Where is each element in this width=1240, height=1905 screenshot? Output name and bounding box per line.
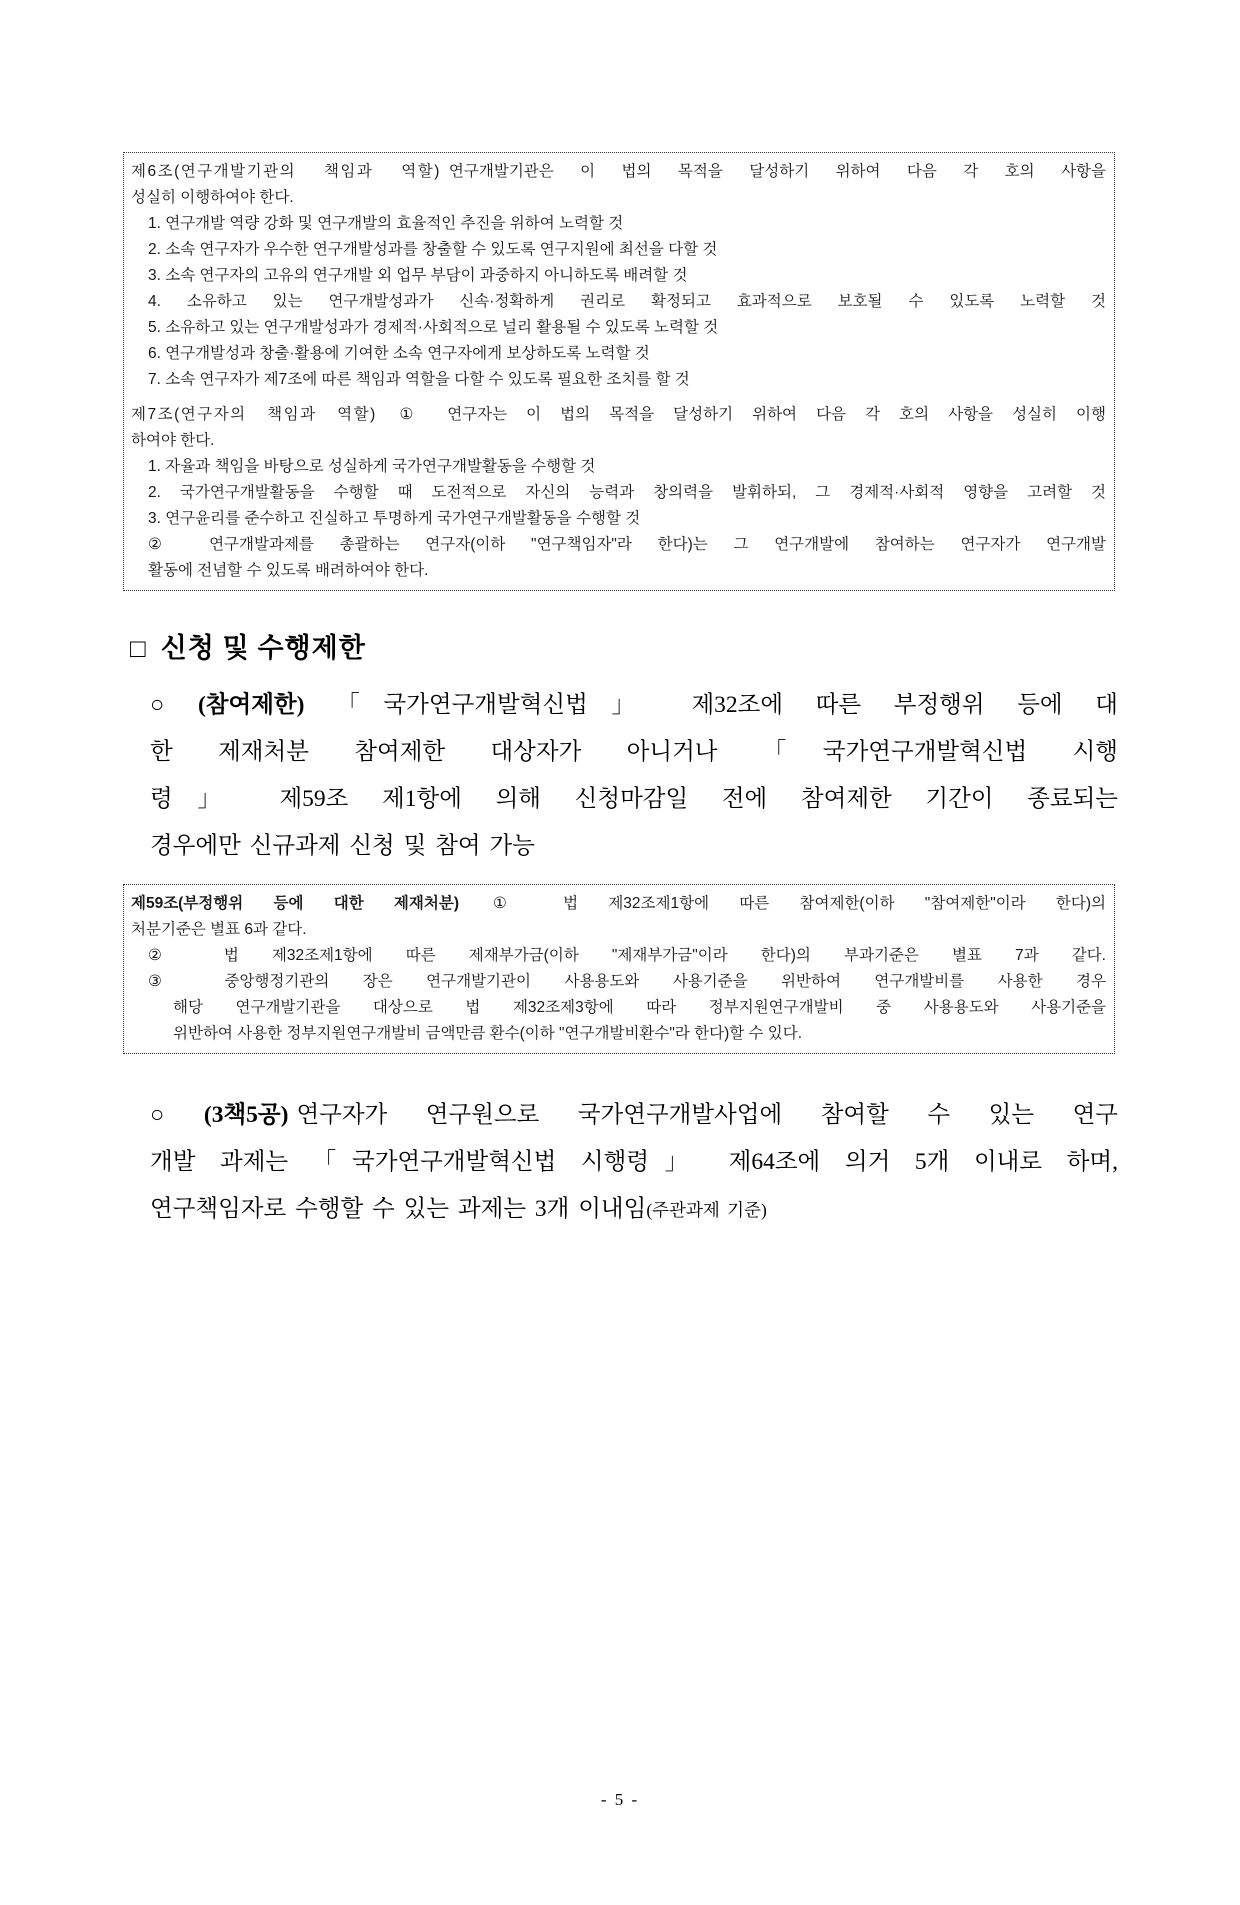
article-7-para-2-line-2: 활동에 전념할 수 있도록 배려하여야 한다. (148, 562, 429, 579)
article-7-intro-line-2: 하여야 한다. (131, 432, 215, 449)
article-59-line-2: 처분기준은 별표 6과 같다. (131, 921, 307, 938)
article-7-intro-line-1 (131, 402, 1106, 428)
bullet-participation-restriction (150, 682, 1118, 870)
article-59-line-3: ② 법 제32조제1항에 따른 제재부가금(이하 "제재부가금"이라 한다)의 부과기준은 별표 7과 같다. (148, 947, 1106, 964)
article-7-item: 3. 연구윤리를 준수하고 진실하고 투명하게 국가연구개발활동을 수행할 것 (148, 510, 641, 527)
document-page (0, 152, 1240, 1905)
bullet-restriction-line-2: 한 제재처분 참여제한 대상자가 아니거나 「국가연구개발혁신법 시행 (150, 739, 1118, 765)
bullet-restriction-label: (참여제한) (197, 692, 305, 718)
article-6-item: 7. 소속 연구자가 제7조에 따른 책임과 역할을 다할 수 있도록 필요한 조치를 할 것 (148, 371, 690, 388)
law-box-article-6-7 (123, 152, 1115, 591)
article-6-item: 5. 소유하고 있는 연구개발성과가 경제적·사회적으로 널리 활용될 수 있도록 노력할 것 (148, 319, 719, 336)
article-6-intro-line-2: 성실히 이행하여야 한다. (131, 189, 294, 206)
bullet-restriction-line-1-text: 「국가연구개발혁신법」 제32조에 따른 부정행위 등에 대 (312, 692, 1118, 718)
article-6-item: 4. 소유하고 있는 연구개발성과가 신속·정확하게 권리로 확정되고 효과적으로 보호될 수 있도록 노력할 것 (148, 293, 1106, 310)
article-59-line-5: 해당 연구개발기관을 대상으로 법 제32조제3항에 따라 정부지원연구개발비 중 사용용도와 사용기준을 (173, 999, 1106, 1016)
section-heading-text: 신청 및 수행제한 (160, 633, 366, 663)
bullet-restriction-line-4: 경우에만 신규과제 신청 및 참여 가능 (150, 833, 535, 859)
bullet-three-five-label: (3책5공) (203, 1102, 289, 1128)
article-7-item: 1. 자율과 책임을 바탕으로 성실하게 국가연구개발활동을 수행할 것 (148, 458, 596, 475)
article-7-intro-rest: ① 연구자는 이 법의 목적을 달성하기 위하여 다음 각 호의 사항을 성실히 이행 (384, 406, 1107, 423)
bullet-three-five-parenthetical-note: (주관과제 기준) (646, 1200, 767, 1220)
article-6-title: 제6조(연구개발기관의 책임과 역할) (131, 163, 441, 180)
article-6-item: 6. 연구개발성과 창출·활용에 기여한 소속 연구자에게 보상하도록 노력할 것 (148, 345, 650, 362)
article-6-item: 3. 소속 연구자의 고유의 연구개발 외 업무 부담이 과중하지 아니하도록 배려할 것 (148, 267, 688, 284)
bullet-three-five-line-1 (150, 1092, 1118, 1139)
article-59-line-6: 위반하여 사용한 정부지원연구개발비 금액만큼 환수(이하 "연구개발비환수"라 한다)할 수 있다. (173, 1025, 803, 1042)
page-number: - 5 - (600, 1790, 640, 1809)
article-59-title: 제59조(부정행위 등에 대한 제재처분) (131, 895, 459, 912)
article-7-block (131, 402, 1106, 584)
circle-bullet-icon: ○ (150, 692, 188, 718)
bullet-restriction-line-3: 령」 제59조 제1항에 의해 신청마감일 전에 참여제한 기간이 종료되는 (150, 786, 1118, 812)
bullet-three-five-line-3 (150, 1186, 1118, 1234)
bullet-restriction-line-1 (150, 682, 1118, 729)
article-7-item: 2. 국가연구개발활동을 수행할 때 도전적으로 자신의 능력과 창의력을 발휘하되, 그 경제적·사회적 영향을 고려할 것 (148, 484, 1106, 501)
article-59-line-1-rest: ① 법 제32조제1항에 따른 참여제한(이하 "참여제한"이라 한다)의 (467, 895, 1106, 912)
bullet-three-five-line-3-text: 연구책임자로 수행할 수 있는 과제는 3개 이내임 (150, 1196, 647, 1222)
article-6-intro-line-1 (131, 159, 1106, 185)
article-6-intro-rest: 연구개발기관은 이 법의 목적을 달성하기 위하여 다음 각 호의 사항을 (448, 163, 1106, 180)
circle-bullet-icon: ○ (150, 1102, 194, 1128)
article-6-item: 1. 연구개발 역량 강화 및 연구개발의 효율적인 추진을 위하여 노력할 것 (148, 215, 624, 232)
law-box-article-59 (123, 884, 1115, 1054)
bullet-three-five-rule (150, 1092, 1118, 1234)
article-7-para-2-line-1: ② 연구개발과제를 총괄하는 연구자(이하 "연구책임자"라 한다)는 그 연구개발에 참여하는 연구자가 연구개발 (148, 536, 1106, 553)
article-7-title: 제7조(연구자의 책임과 역할) (131, 406, 377, 423)
bullet-three-five-line-1-text: 연구자가 연구원으로 국가연구개발사업에 참여할 수 있는 연구 (296, 1102, 1118, 1128)
article-6-block (131, 159, 1106, 393)
square-bullet-icon: □ (130, 634, 147, 663)
article-59-line-4: ③ 중앙행정기관의 장은 연구개발기관이 사용용도와 사용기준을 위반하여 연구개발비를 사용한 경우 (148, 973, 1106, 990)
bullet-three-five-line-2: 개발 과제는 「국가연구개발혁신법 시행령」 제64조에 의거 5개 이내로 하며, (150, 1149, 1118, 1175)
article-59-line-1 (131, 891, 1106, 917)
section-heading-application-restrictions (130, 633, 1240, 664)
article-6-item: 2. 소속 연구자가 우수한 연구개발성과를 창출할 수 있도록 연구지원에 최선을 다할 것 (148, 241, 718, 258)
